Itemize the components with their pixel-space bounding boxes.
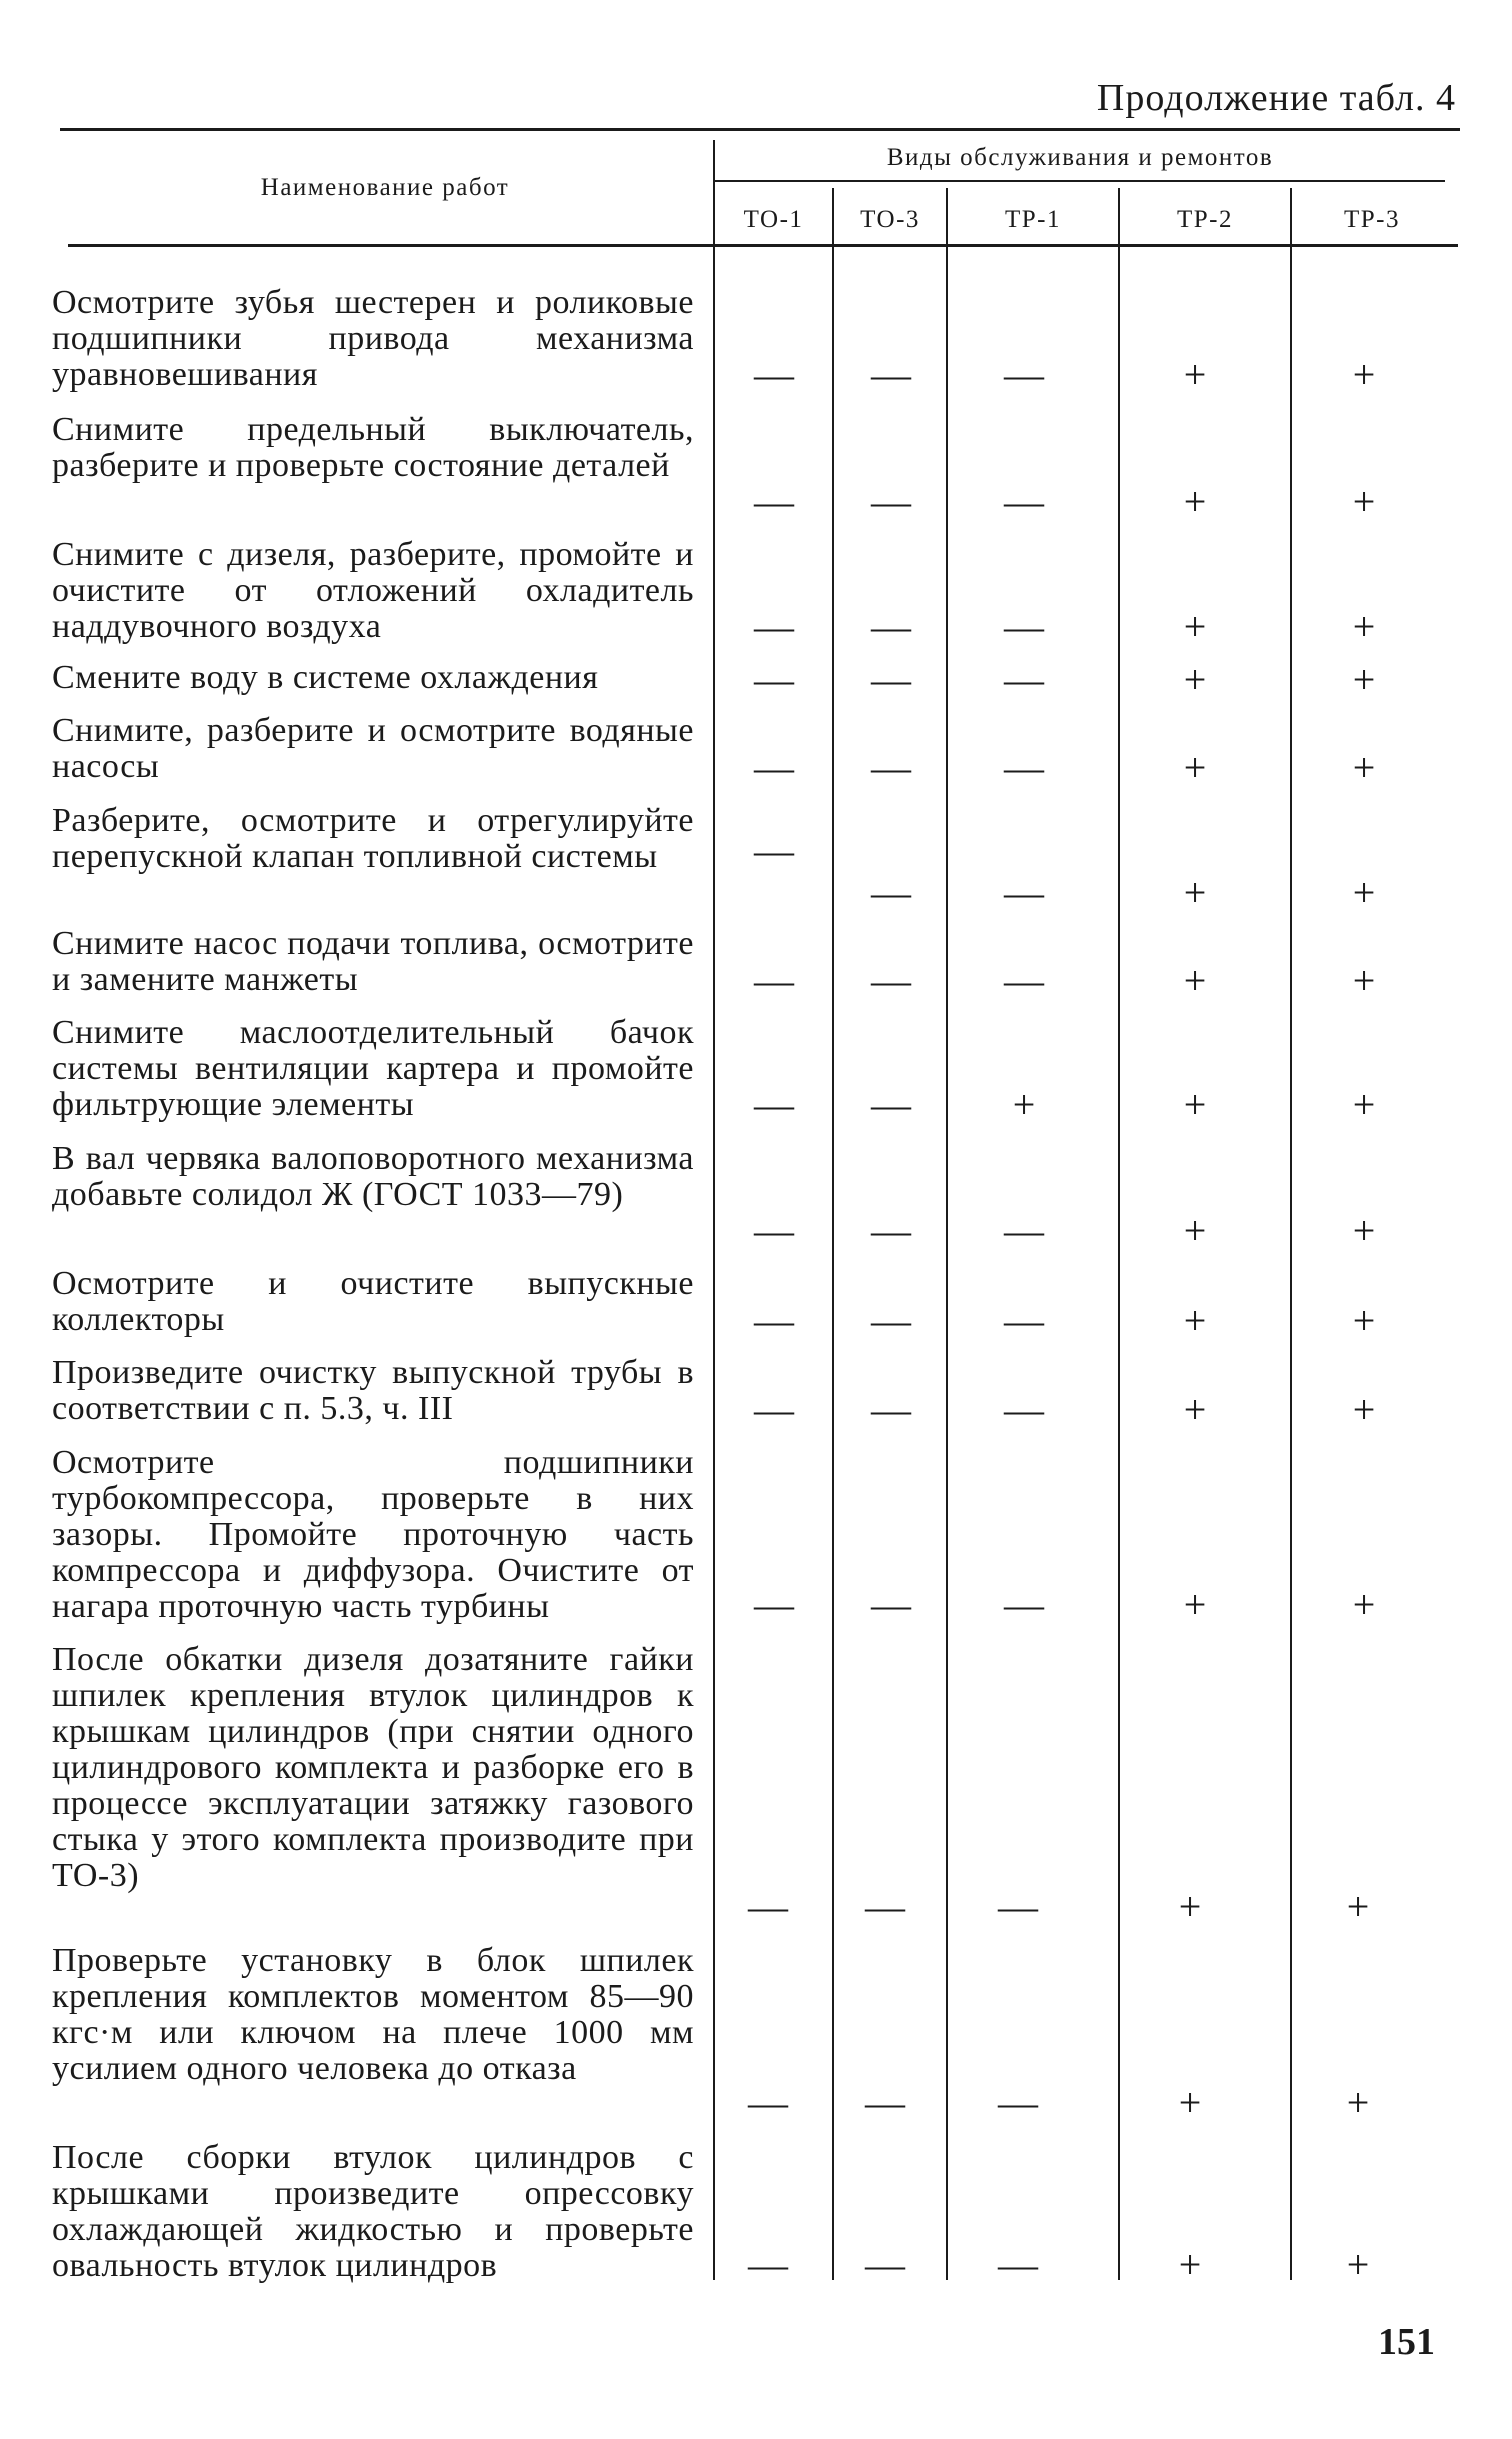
- mark-to3: —: [871, 1082, 911, 1127]
- work-description: Произведите очистку выпускной трубы в соответствии с п. 5.3, ч. III: [52, 1354, 694, 1427]
- mark-tr1: —: [1004, 1387, 1044, 1432]
- mark-to3: —: [871, 352, 911, 397]
- mark-to3: —: [871, 1387, 911, 1432]
- mark-tr2: +: [1183, 870, 1207, 915]
- mark-tr3: +: [1352, 1082, 1376, 1127]
- mark-tr3: +: [1352, 1387, 1376, 1432]
- work-description: Снимите насос подачи топлива, осмотрите и замените манжеты: [52, 925, 694, 998]
- work-description: После обкатки дизеля дозатяните гайки шпилек крепления втулок цилиндров к крышкам цилиндров (при снятии одного цилиндрового комплекта и разборке его в процессе эксплуатации затяжку газового стыка у этого комплекта производите при ТО-3): [52, 1641, 694, 1894]
- work-description: Осмотрите подшипники турбокомпрессора, проверьте в них зазоры. Промойте проточную часть компрессора и диффузора. Очистите от нагара проточную часть турбины: [52, 1444, 694, 1625]
- mark-tr2: +: [1183, 1208, 1207, 1253]
- mark-tr2: +: [1178, 2242, 1202, 2287]
- mark-tr3: +: [1352, 1582, 1376, 1627]
- mark-tr1: —: [1004, 1298, 1044, 1343]
- work-description: Смените воду в системе охлаждения: [52, 659, 599, 696]
- mark-tr1: —: [998, 1884, 1038, 1929]
- mark-to3: —: [871, 958, 911, 1003]
- mark-tr3: +: [1346, 1884, 1370, 1929]
- mark-tr2: +: [1183, 958, 1207, 1003]
- mark-to1: —: [754, 604, 794, 649]
- mark-tr1: —: [1004, 604, 1044, 649]
- work-description: Осмотрите и очистите выпускные коллекторы: [52, 1265, 694, 1338]
- mark-to1: —: [754, 958, 794, 1003]
- mark-tr3: +: [1346, 2080, 1370, 2125]
- mark-tr3: +: [1352, 745, 1376, 790]
- mark-to3: —: [871, 870, 911, 915]
- mark-tr1: —: [998, 2242, 1038, 2287]
- mark-to1: —: [748, 2242, 788, 2287]
- mark-tr1: —: [1004, 745, 1044, 790]
- mark-to3: —: [865, 1884, 905, 1929]
- column-header-to3: ТО-3: [860, 206, 920, 233]
- column-divider-tr2: [1290, 188, 1292, 2280]
- mark-to3: —: [865, 2080, 905, 2125]
- mark-tr1: —: [1004, 352, 1044, 397]
- mark-tr1: —: [1004, 1208, 1044, 1253]
- mark-to1: —: [754, 479, 794, 524]
- mark-tr2: +: [1183, 479, 1207, 524]
- column-divider-work: [713, 140, 715, 2280]
- mark-tr1: —: [1004, 1582, 1044, 1627]
- mark-tr3: +: [1352, 1208, 1376, 1253]
- column-header-to1: ТО-1: [743, 206, 804, 233]
- mark-to1: —: [754, 1387, 794, 1432]
- mark-tr3: +: [1352, 479, 1376, 524]
- mark-tr3: +: [1352, 604, 1376, 649]
- mark-tr3: +: [1352, 352, 1376, 397]
- mark-to3: —: [871, 1208, 911, 1253]
- mark-to3: —: [871, 604, 911, 649]
- mark-to3: —: [871, 479, 911, 524]
- mark-tr2: +: [1183, 604, 1207, 649]
- mark-tr3: +: [1352, 870, 1376, 915]
- work-column-header: Наименование работ: [260, 174, 510, 201]
- work-description: Разберите, осмотрите и отрегулируйте перепускной клапан топливной системы: [52, 802, 694, 875]
- page-number: 151: [1378, 2321, 1435, 2363]
- mark-tr2: +: [1183, 657, 1207, 702]
- mark-to1: —: [754, 352, 794, 397]
- mark-tr1: —: [1004, 657, 1044, 702]
- mark-tr2: +: [1183, 1298, 1207, 1343]
- work-description: Проверьте установку в блок шпилек крепления комплектов моментом 85—90 кгс·м или ключом на плече 1000 мм усилием одного человека до отказа: [52, 1942, 694, 2087]
- mark-to1: —: [754, 828, 794, 873]
- work-description: Снимите маслоотделительный бачок системы вентиляции картера и промойте фильтрующие элементы: [52, 1014, 694, 1123]
- work-description: Осмотрите зубья шестерен и роликовые подшипники привода механизма уравновешивания: [52, 284, 694, 393]
- mark-to3: —: [871, 657, 911, 702]
- mark-tr3: +: [1352, 657, 1376, 702]
- work-description: Снимите с дизеля, разберите, промойте и очистите от отложений охладитель наддувочного воздуха: [52, 536, 694, 645]
- mark-to1: —: [748, 2080, 788, 2125]
- column-divider-to3: [946, 188, 948, 2280]
- mark-tr1: —: [1004, 479, 1044, 524]
- mark-tr2: +: [1183, 1582, 1207, 1627]
- group-header-rule: [715, 180, 1445, 182]
- mark-to3: —: [871, 745, 911, 790]
- mark-tr1: —: [1004, 870, 1044, 915]
- mark-to1: —: [754, 1082, 794, 1127]
- column-header-tr3: ТР-3: [1344, 206, 1400, 233]
- mark-tr2: +: [1178, 1884, 1202, 1929]
- mark-to1: —: [754, 657, 794, 702]
- work-description: Снимите предельный выключатель, разберите и проверьте состояние деталей: [52, 411, 694, 484]
- work-description: После сборки втулок цилиндров с крышками произведите опрессовку охлаждающей жидкостью и проверьте овальность втулок цилиндров: [52, 2139, 694, 2284]
- mark-to3: —: [871, 1582, 911, 1627]
- mark-to3: —: [865, 2242, 905, 2287]
- mark-tr2: +: [1183, 352, 1207, 397]
- mark-to1: —: [754, 1208, 794, 1253]
- mark-tr1: +: [1012, 1082, 1036, 1127]
- column-divider-tr1: [1118, 188, 1120, 2280]
- mark-to1: —: [748, 1884, 788, 1929]
- group-column-header: Виды обслуживания и ремонтов: [886, 144, 1274, 171]
- table-caption: Продолжение табл. 4: [1096, 77, 1456, 119]
- mark-tr3: +: [1346, 2242, 1370, 2287]
- mark-tr2: +: [1183, 1082, 1207, 1127]
- work-description: Снимите, разберите и осмотрите водяные насосы: [52, 712, 694, 785]
- table-top-rule: [60, 128, 1460, 131]
- mark-to1: —: [754, 745, 794, 790]
- mark-tr3: +: [1352, 1298, 1376, 1343]
- mark-to1: —: [754, 1298, 794, 1343]
- column-header-tr2: ТР-2: [1177, 206, 1233, 233]
- mark-tr2: +: [1183, 745, 1207, 790]
- mark-to3: —: [871, 1298, 911, 1343]
- header-bottom-rule: [68, 244, 1458, 247]
- mark-tr1: —: [1004, 958, 1044, 1003]
- mark-tr2: +: [1183, 1387, 1207, 1432]
- mark-to1: —: [754, 1582, 794, 1627]
- column-header-tr1: ТР-1: [1005, 206, 1061, 233]
- column-divider-to1: [832, 188, 834, 2280]
- mark-tr3: +: [1352, 958, 1376, 1003]
- mark-tr1: —: [998, 2080, 1038, 2125]
- work-description: В вал червяка валоповоротного механизма добавьте солидол Ж (ГОСТ 1033—79): [52, 1140, 694, 1213]
- mark-tr2: +: [1178, 2080, 1202, 2125]
